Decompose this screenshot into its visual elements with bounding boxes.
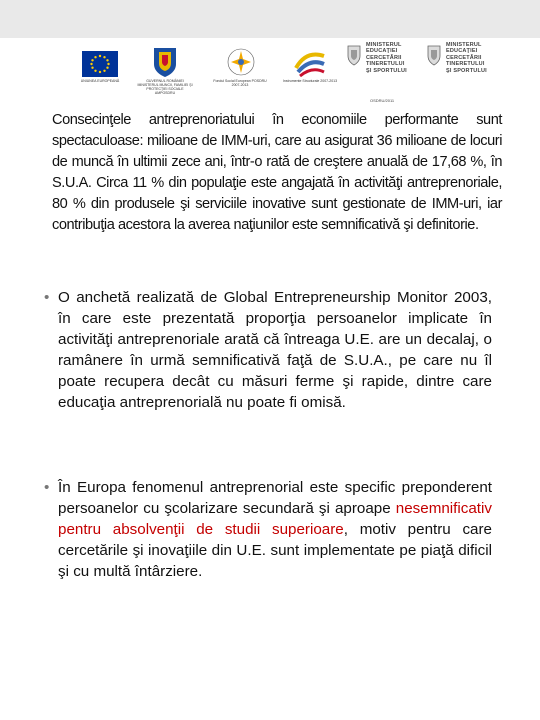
intro-paragraph: Consecinţele antreprenoriatului în economiile performante sunt spectaculoase: milioane de IMM-uri, care au asigurat 36 milioane de locuri de muncă în ultimii zece ani, într-o rată de creştere anuală de 17,68 %, în S.U.A. Circa 11 % din populaţie este angajată în activităţi antreprenoriale, 80 % din produsele şi serviciile inovative sunt gestionate de IMM-uri, iar contribuţia acestora la averea naţiunilor este semnificativă şi definitorie.	[52, 112, 502, 233]
ministry-name-right: MINISTERUL EDUCAŢIEI CERCETĂRII TINERETULUI ŞI SPORTULUI	[446, 42, 487, 74]
project-code: OSDRU/2011	[370, 98, 395, 103]
fse-logo-icon	[224, 47, 258, 77]
eu-caption: UNIUNEA EUROPEANĂ	[80, 79, 120, 83]
highlighted-phrase: nesemnificativ pentru absolvenţii de studii superioare	[58, 500, 492, 538]
bullet-text: O anchetă realizată de Global Entrepreneurship Monitor 2003, în care este prezentată proporţia persoanelor implicate în activităţi antreprenoriale arată că întreaga U.E. are un decalaj, o ramânere în urmă semnificativă faţă de S.U.A., pe care nu îl poate recupera decât cu măsuri ferme şi rapide, dintre care educaţia antreprenorială nu poate fi omisă.	[58, 289, 492, 411]
bullet-text-start: În Europa fenomenul antreprenorial este specific preponderent persoanelor cu şcolarizare secundară şi aproape	[58, 479, 492, 517]
government-caption: GUVERNUL ROMÂNIEI MINISTERUL MUNCII, FAMILIEI ŞI PROTECŢIEI SOCIALE AMPOSDRU	[137, 79, 193, 95]
ministry-crest-icon	[346, 44, 362, 66]
logo-strip	[0, 38, 540, 110]
bullet-item	[44, 287, 492, 413]
bullet-item	[44, 477, 492, 582]
top-bar	[0, 0, 540, 38]
bullet-marker: •	[44, 289, 50, 306]
instrumente-structurale-icon	[292, 46, 328, 78]
romania-coat-of-arms-icon	[150, 46, 180, 78]
instrumente-caption: Instrumente Structurale 2007-2013	[282, 79, 338, 83]
ministry-crest-icon	[426, 44, 442, 66]
fse-caption: Fondul Social European POSDRU 2007-2013	[213, 79, 267, 87]
ministry-name-left: MINISTERUL EDUCAŢIEI CERCETĂRII TINERETULUI ŞI SPORTULUI	[366, 42, 407, 74]
eu-flag-icon	[82, 51, 118, 77]
bullet-marker: •	[44, 479, 50, 496]
bullet-text-end: , motiv pentru care cercetările şi inovaţiile din U.E. sunt implementate pe piaţă dificil şi cu multă întârziere.	[58, 521, 492, 580]
